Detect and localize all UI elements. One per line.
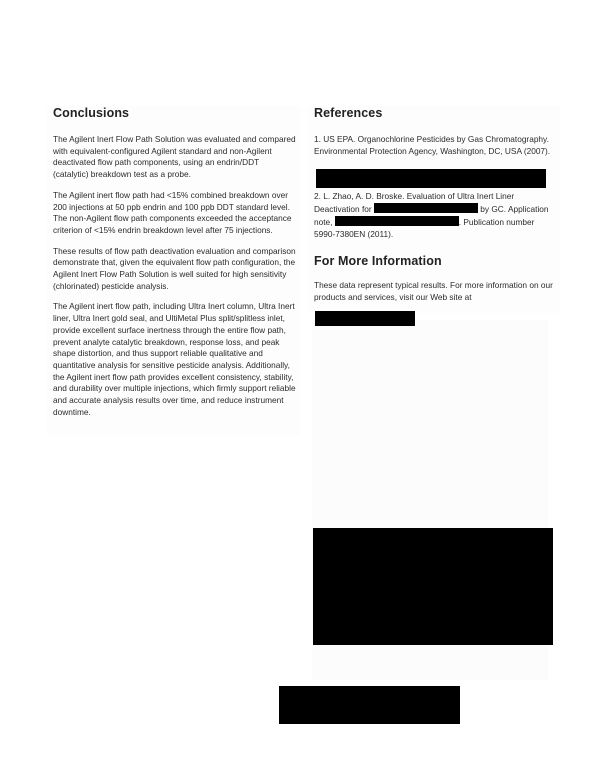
reference-2-part-3: . Publication number 5990-7380EN (2011). (314, 216, 535, 239)
reference-2 (314, 191, 556, 240)
redaction-bar (335, 216, 459, 226)
redaction-block (279, 686, 460, 724)
redaction-bar (315, 311, 415, 326)
redaction-bar (316, 169, 546, 188)
conclusions-paragraph-2: The Agilent inert flow path had <15% combined breakdown over 200 injections at 50 ppb endrin and 100 ppb DDT standard level. The non-Agilent flow path components exceeded the acceptance criterion of <15% endrin breakdown level after 75 injections. (53, 189, 292, 235)
conclusions-section (47, 106, 300, 435)
conclusions-paragraph-3: These results of flow path deactivation evaluation and comparison demonstrate that, given the equivalent flow path configuration, the Agilent Inert Flow Path Solution is well suited for high sensitivity (chlorinated) pesticide analysis. (53, 245, 296, 291)
reference-1: 1. US EPA. Organochlorine Pesticides by Gas Chromatography. Environmental Protection Agency, Washington, DC, USA (2007). (314, 134, 551, 156)
redaction-block (313, 528, 553, 645)
redaction-bar (374, 203, 478, 213)
conclusions-paragraph-4: The Agilent inert flow path, including Ultra Inert column, Ultra Inert liner, Ultra Inert gold seal, and UltiMetal Plus split/splitless inlet, provide excellent surface inertness through the entire flow path, prevent analyte catalytic breakdown, response loss, and peak shape distortion, and thus support reliable qualitative and quantitative analysis for sensitive pesticide analysis. Additionally, the Agilent inert flow path provides excellent consistency, stability, and durability over multiple injections, which firmly support reliable and accurate analysis results over time, and reduce instrument downtime. (53, 301, 296, 417)
references-section (308, 106, 560, 313)
conclusions-paragraph-1: The Agilent Inert Flow Path Solution was evaluated and compared with equivalent-configured Agilent standard and non-Agilent deactivated flow path components, using an endrin/DDT (catalytic) breakdown test as a probe. (53, 134, 296, 180)
references-heading: References (314, 106, 383, 120)
reference-2-part-2: by GC. Application note, (314, 204, 549, 227)
more-info-heading: For More Information (314, 254, 442, 269)
conclusions-heading: Conclusions (53, 106, 130, 120)
reference-2-part-1: 2. L. Zhao, A. D. Broske. Evaluation of Ultra Inert Liner Deactivation for (314, 191, 515, 215)
more-info-text: These data represent typical results. For more information on our products and services, visit our Web site at (314, 280, 553, 302)
